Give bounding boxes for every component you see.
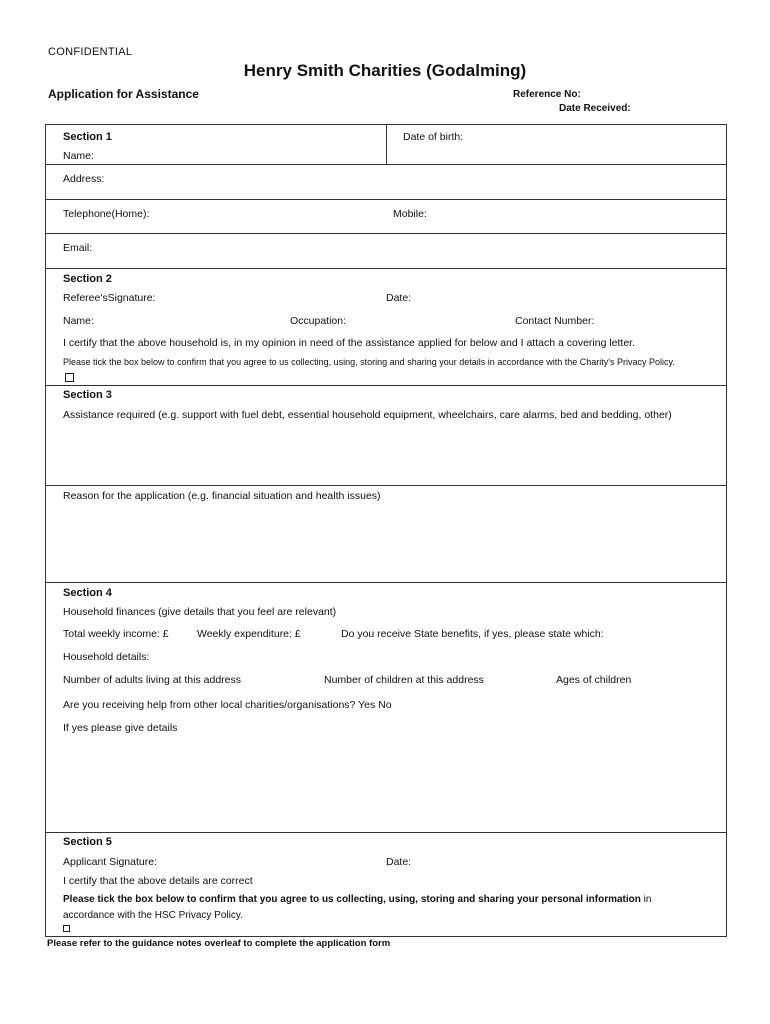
row-divider	[46, 832, 726, 833]
applicant-privacy-tail: in	[640, 894, 652, 905]
section4-heading: Section 4	[63, 587, 112, 599]
row-divider	[46, 268, 726, 269]
section3-heading: Section 3	[63, 389, 112, 401]
row-divider	[46, 164, 726, 165]
reason-field[interactable]: Reason for the application (e.g. financial situation and health issues)	[63, 490, 381, 502]
row-divider	[46, 582, 726, 583]
page-title: Henry Smith Charities (Godalming)	[243, 61, 527, 80]
telephone-field[interactable]: Telephone(Home):	[63, 208, 150, 220]
confidential-label: CONFIDENTIAL	[48, 46, 133, 58]
application-form	[45, 124, 727, 937]
reference-no-label: Reference No:	[513, 89, 581, 100]
children-ages-field[interactable]: Ages of children	[556, 674, 632, 686]
referee-certify-text: I certify that the above household is, in my opinion in need of the assistance applied for below and I attach a covering letter.	[63, 337, 636, 349]
form-subtitle: Application for Assistance	[48, 87, 199, 101]
row-divider	[46, 233, 726, 234]
applicant-certify-text: I certify that the above details are correct	[63, 875, 253, 887]
assistance-required-field[interactable]: Assistance required (e.g. support with fuel debt, essential household equipment, wheelchairs, care alarms, bed and bedding, other)	[63, 409, 672, 421]
referee-privacy-text: Please tick the box below to confirm that you agree to us collecting, using, storing and sharing your details in accordance with the Charity's Privacy Policy.	[63, 357, 675, 367]
date-received-label: Date Received:	[559, 103, 631, 114]
household-finances-label: Household finances (give details that you feel are relevant)	[63, 606, 337, 618]
section5-heading: Section 5	[63, 836, 112, 848]
referee-occupation-field[interactable]: Occupation:	[290, 315, 347, 327]
section1-divider	[386, 125, 387, 164]
weekly-income-field[interactable]: Total weekly income: £	[63, 628, 169, 640]
weekly-expenditure-field[interactable]: Weekly expenditure: £	[197, 628, 301, 640]
other-help-question[interactable]: Are you receiving help from other local charities/organisations? Yes No	[63, 699, 392, 711]
referee-date-field[interactable]: Date:	[386, 292, 412, 304]
applicant-privacy-text	[63, 894, 651, 905]
applicant-name-field[interactable]: Name:	[63, 150, 94, 162]
row-divider	[46, 385, 726, 386]
row-divider	[46, 485, 726, 486]
applicant-signature-field[interactable]: Applicant Signature:	[63, 856, 157, 868]
applicant-date-field[interactable]: Date:	[386, 856, 412, 868]
mobile-field[interactable]: Mobile:	[393, 208, 427, 220]
other-help-details-field[interactable]: If yes please give details	[63, 722, 178, 734]
date-of-birth-field[interactable]: Date of birth:	[403, 131, 464, 143]
section1-heading: Section 1	[63, 131, 112, 143]
state-benefits-field[interactable]: Do you receive State benefits, if yes, please state which:	[341, 628, 604, 640]
adults-count-field[interactable]: Number of adults living at this address	[63, 674, 242, 686]
applicant-privacy-line2: accordance with the HSC Privacy Policy.	[63, 910, 243, 921]
referee-name-field[interactable]: Name:	[63, 315, 94, 327]
applicant-consent-checkbox[interactable]	[63, 925, 70, 932]
address-field[interactable]: Address:	[63, 173, 105, 185]
guidance-note: Please refer to the guidance notes overleaf to complete the application form	[47, 938, 391, 949]
referee-consent-checkbox[interactable]	[65, 373, 74, 382]
section2-heading: Section 2	[63, 273, 112, 285]
household-details-label: Household details:	[63, 651, 150, 663]
referee-contact-field[interactable]: Contact Number:	[515, 315, 595, 327]
email-field[interactable]: Email:	[63, 242, 93, 254]
referee-signature-field[interactable]: Referee'sSignature:	[63, 292, 156, 304]
children-count-field[interactable]: Number of children at this address	[324, 674, 484, 686]
row-divider	[46, 199, 726, 200]
applicant-privacy-bold: Please tick the box below to confirm that you agree to us collecting, using, storing and sharing your personal information	[63, 894, 641, 905]
